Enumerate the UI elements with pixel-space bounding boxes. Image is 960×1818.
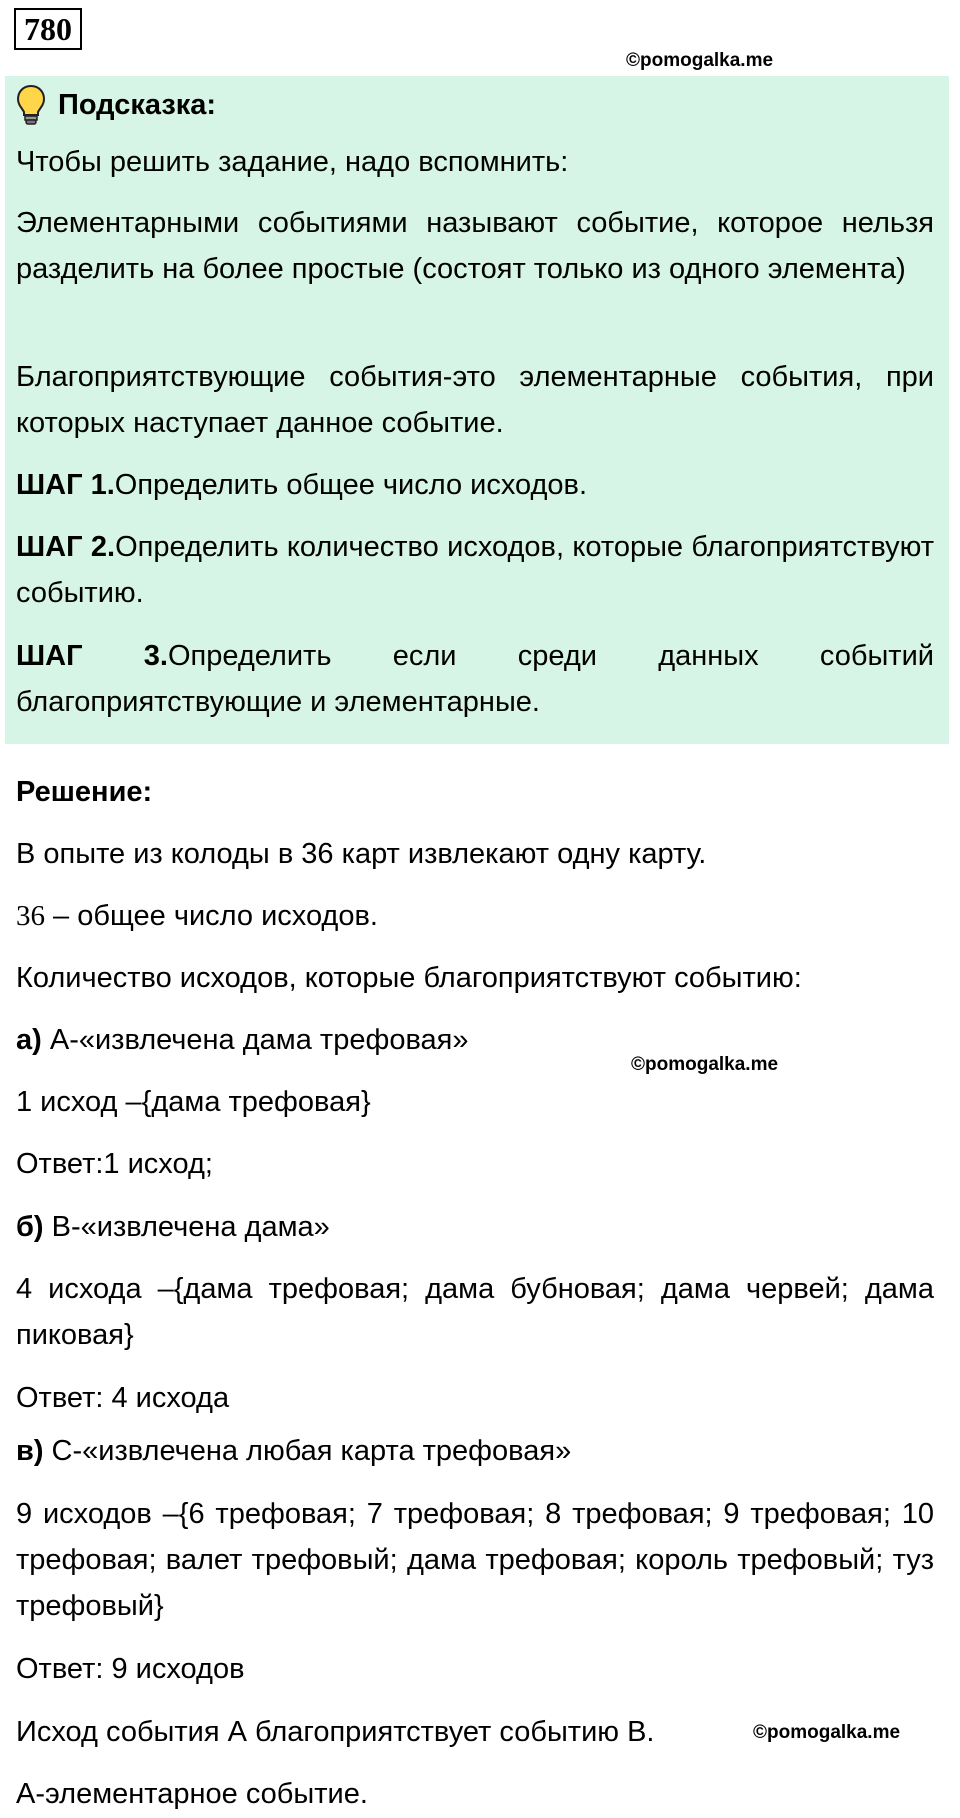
- part-a-heading: [16, 1017, 934, 1063]
- conclusion-2: А-элементарное событие.: [16, 1778, 368, 1810]
- part-c-text: С-«извлечена любая карта трефовая»: [43, 1435, 572, 1467]
- part-a-label: а): [16, 1024, 42, 1056]
- step-3-label: ШАГ 3.: [16, 640, 168, 672]
- part-b-outcomes: 4 исхода –{дама трефовая; дама бубновая; дама червей; дама пиковая}: [16, 1273, 934, 1351]
- part-c-label: в): [16, 1435, 44, 1467]
- hint-step-3: [16, 633, 934, 725]
- solution-line-3: Количество исходов, которые благоприятствуют событию:: [16, 962, 802, 994]
- lightbulb-icon: [16, 84, 46, 126]
- step-2-text: Определить количество исходов, которые благоприятствуют событию.: [16, 531, 934, 609]
- solution-line-1: В опыте из колоды в 36 карт извлекают одну карту.: [16, 838, 707, 870]
- solution-line-2: [16, 893, 934, 939]
- part-c-heading: [16, 1428, 934, 1474]
- part-a-outcomes: 1 исход –{дама трефовая}: [16, 1086, 371, 1118]
- watermark: ©pomogalka.me: [626, 50, 774, 71]
- part-c-outcomes: 9 исходов –{6 трефовая; 7 трефовая; 8 трефовая; 9 трефовая; 10 трефовая; валет трефовый; дама трефовая; король трефовый; туз трефовый}: [16, 1498, 934, 1622]
- part-c-answer: Ответ: 9 исходов: [16, 1653, 245, 1685]
- solution-title: Решение:: [16, 776, 153, 808]
- part-b-answer: Ответ: 4 исхода: [16, 1382, 230, 1414]
- watermark: ©pomogalka.me: [631, 1054, 779, 1075]
- hint-step-2: [16, 524, 934, 616]
- hint-title: [16, 82, 216, 128]
- step-2-label: ШАГ 2.: [16, 531, 116, 563]
- part-b-text: В-«извлечена дама»: [43, 1211, 330, 1243]
- watermark: ©pomogalka.me: [753, 1722, 901, 1743]
- part-a-text: А-«извлечена дама трефовая»: [41, 1024, 469, 1056]
- step-1-label: ШАГ 1.: [16, 469, 115, 501]
- hint-title-text: Подсказка:: [58, 89, 217, 121]
- task-number: 780: [14, 8, 82, 50]
- step-1-text: Определить общее число исходов.: [114, 469, 588, 501]
- hint-paragraph-1: Элементарными событиями называют событие, которое нельзя разделить на более простые (состоят только из одного элемента): [16, 207, 934, 285]
- step-3-text: Определить если среди данных событий благоприятствующие и элементарные.: [16, 640, 934, 718]
- hint-step-1: [16, 462, 934, 508]
- part-a-answer: Ответ:1 исход;: [16, 1148, 213, 1180]
- hint-intro: Чтобы решить задание, надо вспомнить:: [16, 146, 569, 178]
- part-b-heading: [16, 1204, 934, 1250]
- total-outcomes-text: – общее число исходов.: [45, 900, 378, 932]
- total-outcomes-number: 36: [16, 900, 45, 932]
- part-b-label: б): [16, 1211, 44, 1243]
- conclusion-1: Исход события А благоприятствует событию В.: [16, 1716, 655, 1748]
- hint-paragraph-2: Благоприятствующие события-это элементарные события, при которых наступает данное событие.: [16, 361, 934, 439]
